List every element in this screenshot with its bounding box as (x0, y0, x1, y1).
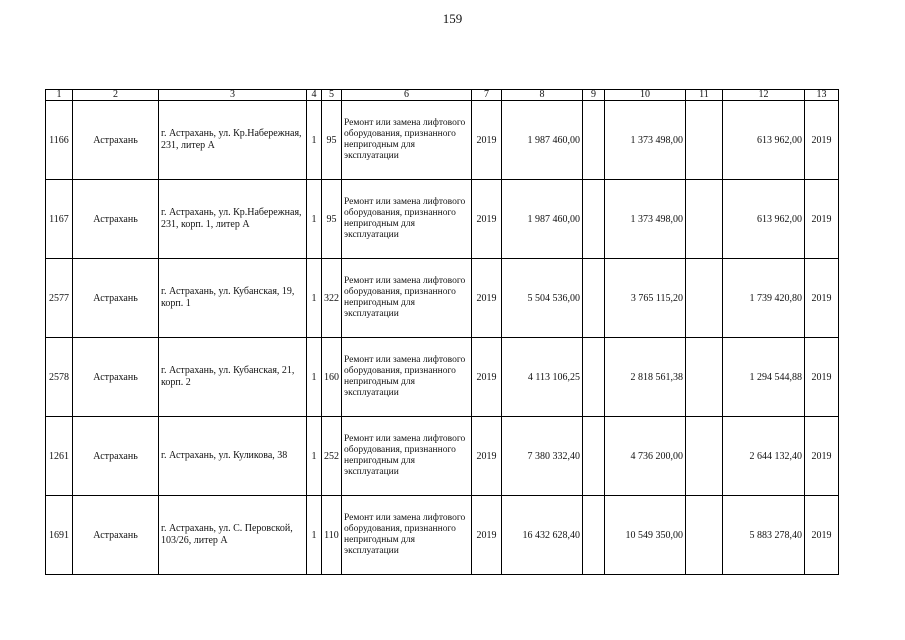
table-row (46, 338, 839, 417)
column12-cell: 1 294 544,88 (723, 338, 805, 417)
address-cell: г. Астрахань, ул. Кр.Набережная, 231, корп. 1, литер А (159, 180, 307, 259)
work-type-cell: Ремонт или замена лифтового оборудования, признанного непригодным для эксплуатации (342, 101, 472, 180)
column10-cell: 10 549 350,00 (605, 496, 686, 575)
table-row (46, 417, 839, 496)
address-cell: г. Астрахань, ул. Кубанская, 19, корп. 1 (159, 259, 307, 338)
column12-cell: 613 962,00 (723, 101, 805, 180)
column-number-cell: 5 (322, 90, 342, 101)
column11-cell (686, 338, 723, 417)
end-year-cell: 2019 (805, 259, 839, 338)
total-cost-cell: 1 987 460,00 (502, 180, 583, 259)
city-cell: Астрахань (73, 417, 159, 496)
column-number-cell: 13 (805, 90, 839, 101)
row-id-cell: 1166 (46, 101, 73, 180)
address-cell: г. Астрахань, ул. Кр.Набережная, 231, литер А (159, 101, 307, 180)
row-id-cell: 1691 (46, 496, 73, 575)
column9-cell (583, 496, 605, 575)
work-type-cell: Ремонт или замена лифтового оборудования, признанного непригодным для эксплуатации (342, 496, 472, 575)
city-cell: Астрахань (73, 496, 159, 575)
lift-count-cell: 1 (307, 496, 322, 575)
address-cell: г. Астрахань, ул. С. Перовской, 103/26, литер А (159, 496, 307, 575)
row-id-cell: 1261 (46, 417, 73, 496)
column-number-cell: 3 (159, 90, 307, 101)
column10-cell: 1 373 498,00 (605, 180, 686, 259)
city-cell: Астрахань (73, 180, 159, 259)
column5-cell: 110 (322, 496, 342, 575)
work-type-cell: Ремонт или замена лифтового оборудования, признанного непригодным для эксплуатации (342, 180, 472, 259)
column-number-cell: 7 (472, 90, 502, 101)
end-year-cell: 2019 (805, 101, 839, 180)
column12-cell: 2 644 132,40 (723, 417, 805, 496)
column9-cell (583, 338, 605, 417)
table-row (46, 180, 839, 259)
column-number-cell: 2 (73, 90, 159, 101)
total-cost-cell: 4 113 106,25 (502, 338, 583, 417)
total-cost-cell: 16 432 628,40 (502, 496, 583, 575)
city-cell: Астрахань (73, 338, 159, 417)
column12-cell: 5 883 278,40 (723, 496, 805, 575)
year-cell: 2019 (472, 259, 502, 338)
column12-cell: 613 962,00 (723, 180, 805, 259)
column10-cell: 1 373 498,00 (605, 101, 686, 180)
year-cell: 2019 (472, 180, 502, 259)
column11-cell (686, 417, 723, 496)
total-cost-cell: 5 504 536,00 (502, 259, 583, 338)
column10-cell: 3 765 115,20 (605, 259, 686, 338)
column-number-cell: 8 (502, 90, 583, 101)
column10-cell: 2 818 561,38 (605, 338, 686, 417)
lift-count-cell: 1 (307, 101, 322, 180)
year-cell: 2019 (472, 101, 502, 180)
column-number-cell: 1 (46, 90, 73, 101)
column-number-cell: 11 (686, 90, 723, 101)
column-number-cell: 6 (342, 90, 472, 101)
column11-cell (686, 180, 723, 259)
end-year-cell: 2019 (805, 417, 839, 496)
column11-cell (686, 101, 723, 180)
address-cell: г. Астрахань, ул. Куликова, 38 (159, 417, 307, 496)
lift-count-cell: 1 (307, 259, 322, 338)
end-year-cell: 2019 (805, 180, 839, 259)
table-body (46, 90, 839, 575)
column11-cell (686, 259, 723, 338)
row-id-cell: 1167 (46, 180, 73, 259)
column9-cell (583, 417, 605, 496)
column-number-row (46, 90, 839, 101)
table-row (46, 259, 839, 338)
end-year-cell: 2019 (805, 338, 839, 417)
work-type-cell: Ремонт или замена лифтового оборудования, признанного непригодным для эксплуатации (342, 338, 472, 417)
column5-cell: 322 (322, 259, 342, 338)
column5-cell: 95 (322, 101, 342, 180)
column9-cell (583, 259, 605, 338)
column-number-cell: 10 (605, 90, 686, 101)
lift-count-cell: 1 (307, 417, 322, 496)
column-number-cell: 4 (307, 90, 322, 101)
year-cell: 2019 (472, 338, 502, 417)
city-cell: Астрахань (73, 259, 159, 338)
column10-cell: 4 736 200,00 (605, 417, 686, 496)
end-year-cell: 2019 (805, 496, 839, 575)
table-row (46, 101, 839, 180)
city-cell: Астрахань (73, 101, 159, 180)
work-type-cell: Ремонт или замена лифтового оборудования, признанного непригодным для эксплуатации (342, 417, 472, 496)
row-id-cell: 2578 (46, 338, 73, 417)
column-number-cell: 12 (723, 90, 805, 101)
total-cost-cell: 1 987 460,00 (502, 101, 583, 180)
register-table (45, 89, 839, 575)
column-number-cell: 9 (583, 90, 605, 101)
page-number: 159 (442, 11, 463, 26)
column5-cell: 95 (322, 180, 342, 259)
row-id-cell: 2577 (46, 259, 73, 338)
address-cell: г. Астрахань, ул. Кубанская, 21, корп. 2 (159, 338, 307, 417)
table-row (46, 496, 839, 575)
column5-cell: 160 (322, 338, 342, 417)
total-cost-cell: 7 380 332,40 (502, 417, 583, 496)
column9-cell (583, 101, 605, 180)
column11-cell (686, 496, 723, 575)
column12-cell: 1 739 420,80 (723, 259, 805, 338)
column9-cell (583, 180, 605, 259)
lift-count-cell: 1 (307, 338, 322, 417)
year-cell: 2019 (472, 496, 502, 575)
year-cell: 2019 (472, 417, 502, 496)
lift-count-cell: 1 (307, 180, 322, 259)
column5-cell: 252 (322, 417, 342, 496)
work-type-cell: Ремонт или замена лифтового оборудования, признанного непригодным для эксплуатации (342, 259, 472, 338)
